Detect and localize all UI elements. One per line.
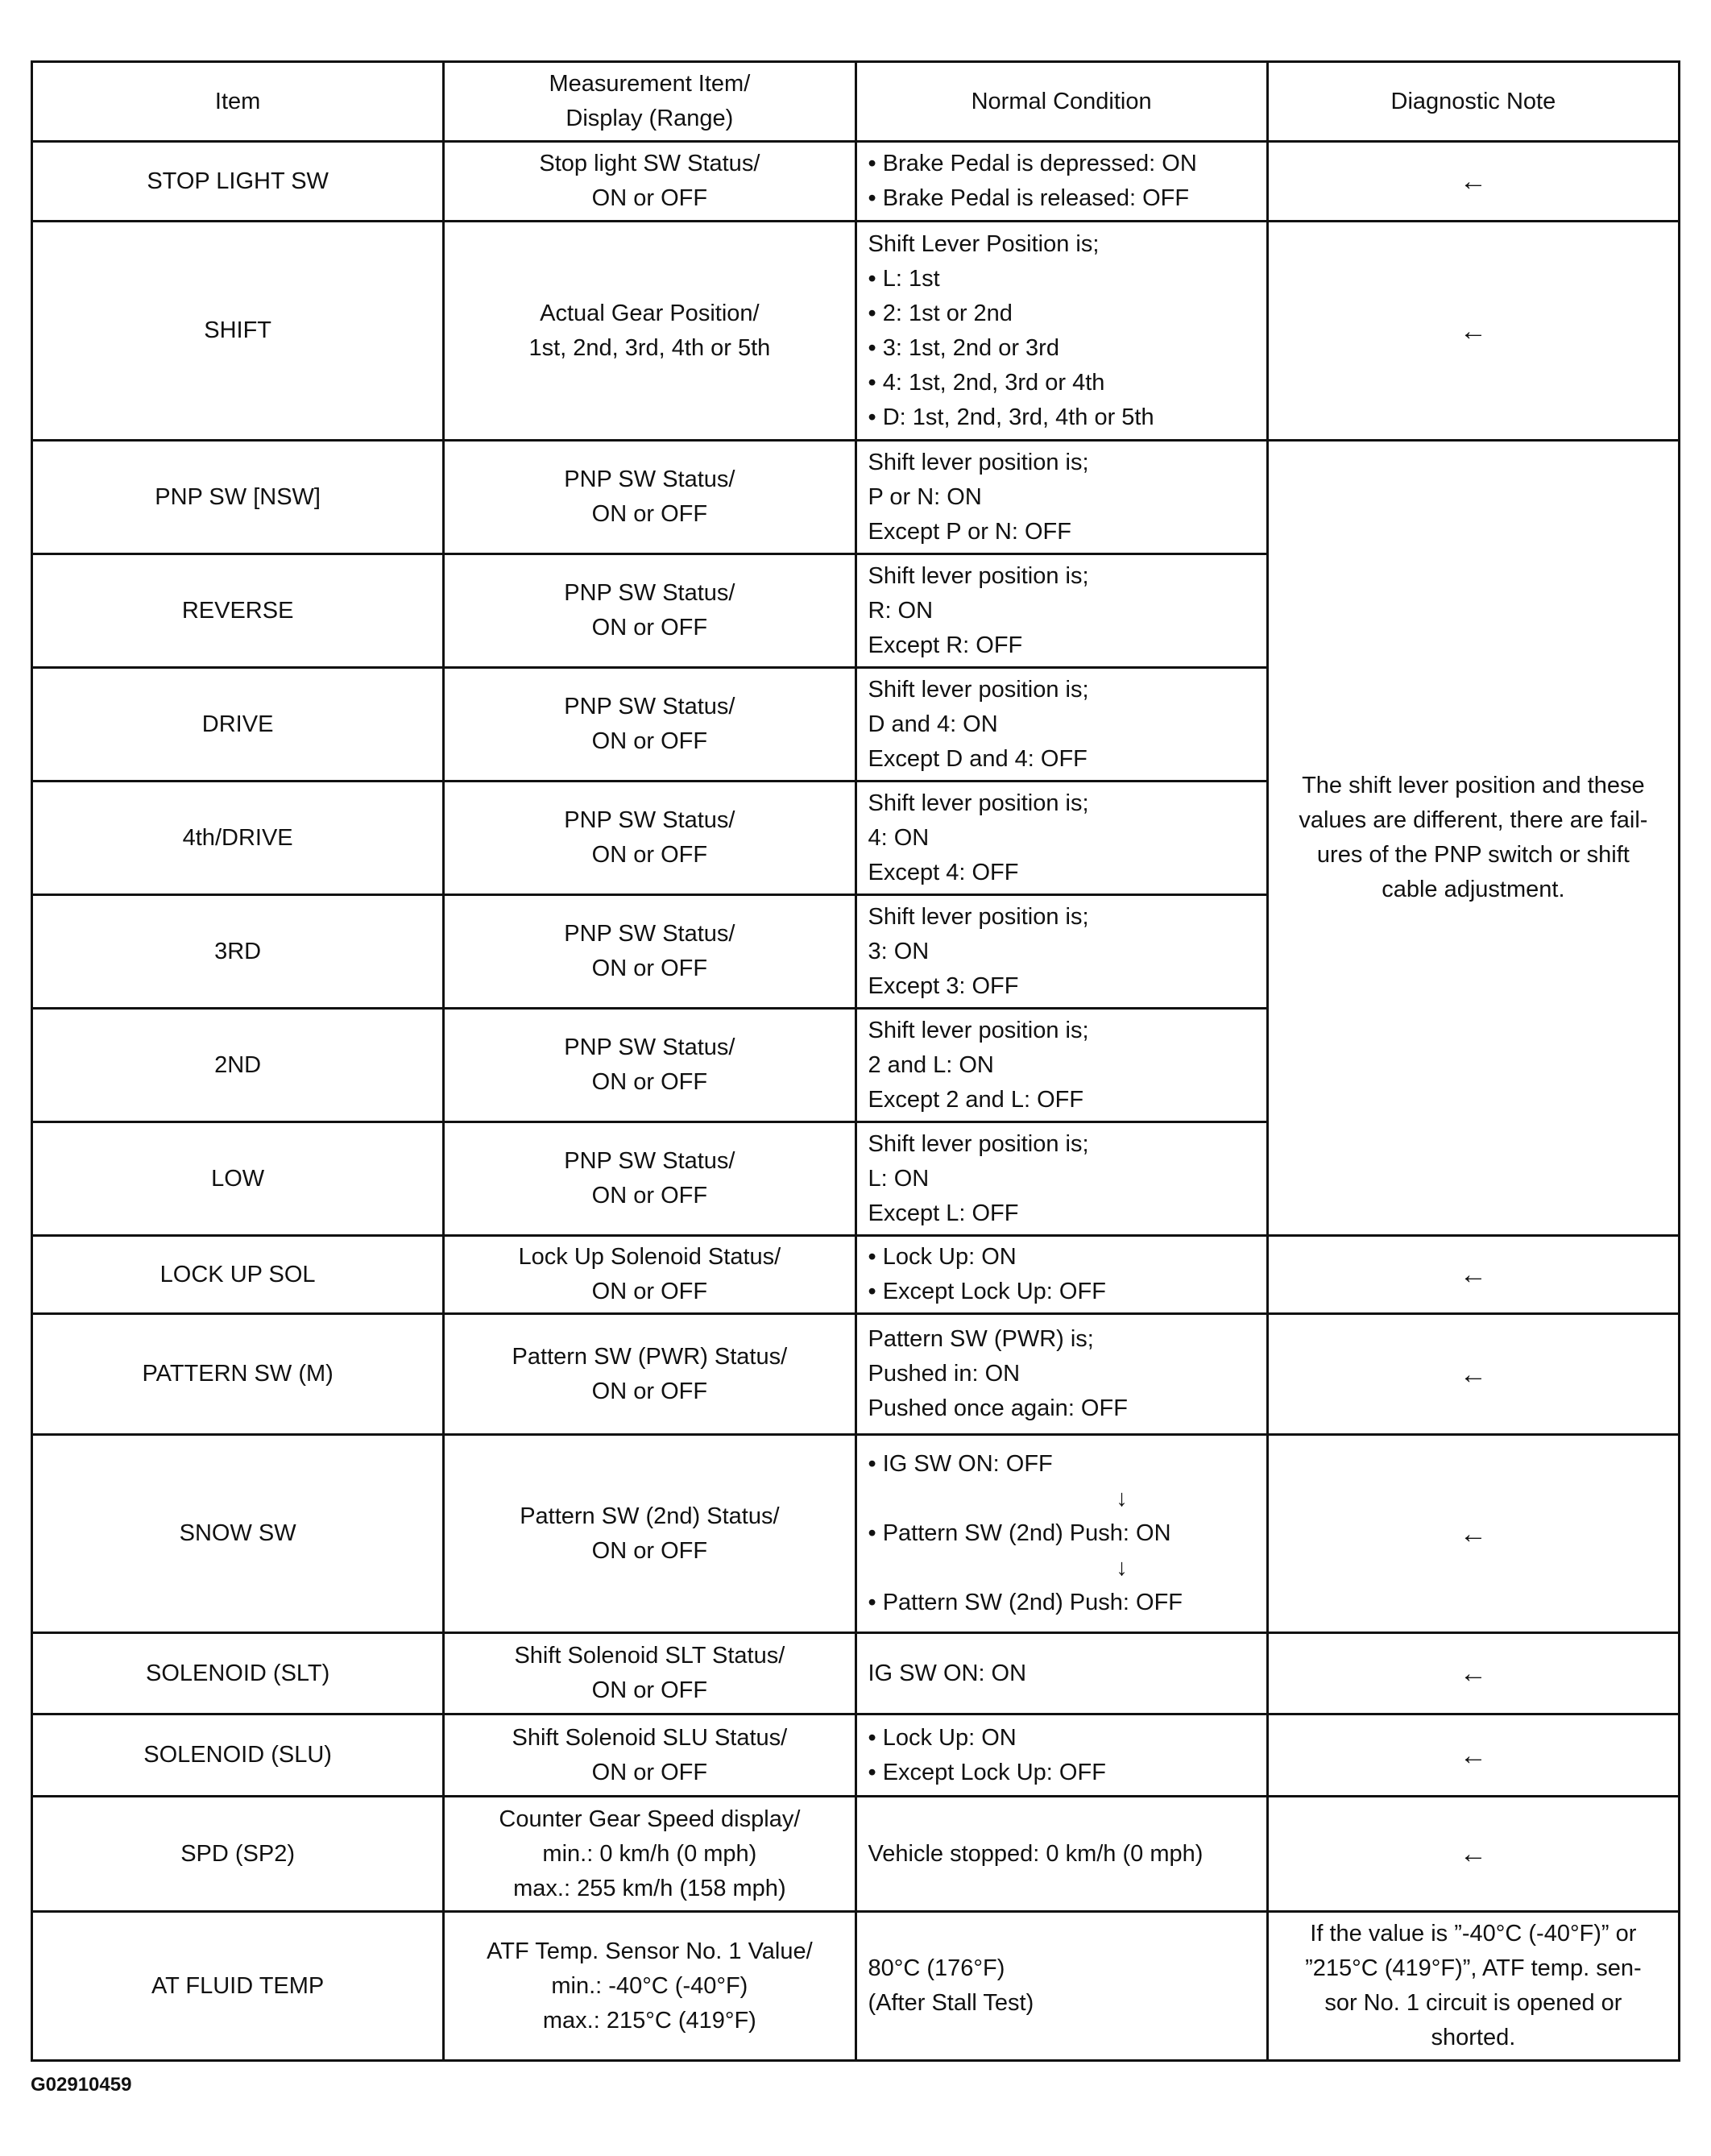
cell-line: The shift lever position and these [1302, 773, 1645, 798]
measurement-cell [444, 1122, 856, 1236]
measurement-cell [444, 222, 856, 441]
cell-line: Pushed once again: OFF [868, 1395, 1128, 1421]
item-cell: 3RD [32, 895, 444, 1009]
cell-line: PNP SW Status/ [564, 1034, 735, 1060]
cell-line: P or N: ON [868, 483, 982, 510]
table-row [32, 1714, 1680, 1797]
diagnostic-note-cell [1267, 1633, 1679, 1714]
cell-line: Shift Lever Position is; [868, 230, 1100, 257]
item-cell: PATTERN SW (M) [32, 1314, 444, 1435]
cell-line: Lock Up Solenoid Status/ [518, 1244, 781, 1270]
header-text: Item [214, 88, 261, 114]
header-text: Diagnostic Note [1390, 88, 1556, 114]
cell-line: 2 and L: ON [868, 1051, 994, 1078]
normal-condition-cell [856, 895, 1267, 1009]
cell-line: ATF Temp. Sensor No. 1 Value/ [487, 1938, 813, 1964]
down-arrow-icon: ↓ [1116, 1555, 1128, 1581]
cell-line: Shift lever position is; [868, 790, 1089, 816]
item-cell: SOLENOID (SLT) [32, 1633, 444, 1714]
cell-line: ures of the PNP switch or shift [1316, 842, 1630, 868]
measurement-cell [444, 668, 856, 782]
cell-line: Pushed in: ON [868, 1361, 1021, 1387]
cell-line: Except R: OFF [868, 632, 1023, 658]
measurement-cell [444, 441, 856, 554]
cell-line: • Brake Pedal is released: OFF [868, 185, 1190, 211]
cell-line: ON or OFF [591, 1759, 708, 1785]
table-row [32, 1912, 1680, 2061]
cell-line: 80°C (176°F) [868, 1955, 1005, 1981]
item-cell: PNP SW [NSW] [32, 441, 444, 554]
header-measurement [444, 62, 856, 142]
cell-line: values are different, there are fail- [1299, 807, 1648, 833]
cell-line: cable adjustment. [1382, 877, 1565, 902]
cell-line: • Lock Up: ON [868, 1244, 1017, 1270]
cell-line: ON or OFF [591, 615, 708, 641]
measurement-cell [444, 1236, 856, 1314]
cell-line: • Except Lock Up: OFF [868, 1759, 1106, 1785]
measurement-cell [444, 1314, 856, 1435]
normal-condition-cell [856, 1797, 1267, 1912]
normal-condition-cell [856, 554, 1267, 668]
cell-line: Except L: OFF [868, 1200, 1019, 1226]
table-row [32, 1236, 1680, 1314]
item-cell: SOLENOID (SLU) [32, 1714, 444, 1797]
cell-line: • IG SW ON: OFF [868, 1451, 1053, 1477]
diagnostic-note-cell [1267, 1714, 1679, 1797]
normal-condition-cell [856, 1236, 1267, 1314]
cell-line: PNP SW Status/ [564, 921, 735, 947]
table-row [32, 1435, 1680, 1633]
cell-line: PNP SW Status/ [564, 1148, 735, 1174]
measurement-cell [444, 554, 856, 668]
measurement-cell [444, 1435, 856, 1633]
header-row [32, 62, 1680, 142]
cell-line: PNP SW Status/ [564, 807, 735, 833]
normal-condition-cell [856, 222, 1267, 441]
item-cell: REVERSE [32, 554, 444, 668]
normal-condition-cell [856, 1009, 1267, 1122]
same-as-left-arrow-icon: ← [1459, 1358, 1487, 1390]
figure-id: G02910459 [31, 2074, 132, 2096]
measurement-cell [444, 1714, 856, 1797]
cell-line: Shift lever position is; [868, 449, 1089, 475]
cell-line: 4: ON [868, 824, 930, 851]
measurement-cell [444, 1912, 856, 2061]
measurement-cell [444, 142, 856, 222]
cell-line: ON or OFF [591, 842, 708, 868]
normal-condition-cell [856, 668, 1267, 782]
cell-line: L: ON [868, 1165, 930, 1192]
item-cell: LOCK UP SOL [32, 1236, 444, 1314]
same-as-left-arrow-icon: ← [1459, 315, 1487, 346]
cell-line: PNP SW Status/ [564, 694, 735, 719]
cell-line: Counter Gear Speed display/ [499, 1806, 801, 1832]
table-row [32, 1633, 1680, 1714]
cell-line: • Except Lock Up: OFF [868, 1279, 1106, 1304]
cell-line: ON or OFF [591, 1069, 708, 1095]
cell-line: ON or OFF [591, 956, 708, 981]
same-as-left-arrow-icon: ← [1459, 1518, 1487, 1549]
cell-line: ON or OFF [591, 1279, 708, 1304]
measurement-cell [444, 1009, 856, 1122]
normal-condition-cell [856, 1714, 1267, 1797]
header-text: Display (Range) [566, 106, 734, 131]
cell-line: Pattern SW (PWR) Status/ [512, 1343, 788, 1370]
diagnostic-note-cell [1267, 1435, 1679, 1633]
cell-line: Shift lever position is; [868, 676, 1089, 703]
cell-line: • Brake Pedal is depressed: ON [868, 151, 1197, 176]
cell-line: R: ON [868, 597, 934, 624]
cell-line: ON or OFF [591, 1378, 708, 1404]
cell-line: Except D and 4: OFF [868, 745, 1088, 772]
table-row [32, 222, 1680, 441]
cell-line: ”215°C (419°F)”, ATF temp. sen- [1305, 1955, 1642, 1981]
cell-line: Stop light SW Status/ [539, 151, 760, 176]
table-row [32, 441, 1680, 554]
diagnostic-note-cell [1267, 222, 1679, 441]
cell-line: Except 2 and L: OFF [868, 1086, 1084, 1113]
header-text: Measurement Item/ [549, 71, 751, 97]
cell-line: shorted. [1431, 2025, 1516, 2050]
cell-line: Actual Gear Position/ [540, 300, 760, 326]
cell-line: • Lock Up: ON [868, 1724, 1017, 1751]
item-cell: SNOW SW [32, 1435, 444, 1633]
diagnostic-note-cell [1267, 1912, 1679, 2061]
cell-line: Shift Solenoid SLT Status/ [514, 1643, 785, 1669]
header-diagnostic-note [1267, 62, 1679, 142]
same-as-left-arrow-icon: ← [1459, 1259, 1487, 1290]
header-text: Normal Condition [971, 88, 1152, 114]
cell-line: 1st, 2nd, 3rd, 4th or 5th [528, 334, 771, 361]
cell-line: ON or OFF [591, 501, 708, 527]
normal-condition-cell [856, 1435, 1267, 1633]
cell-line: Shift lever position is; [868, 1130, 1089, 1157]
table-row [32, 1797, 1680, 1912]
normal-condition-cell [856, 441, 1267, 554]
same-as-left-arrow-icon: ← [1459, 1839, 1487, 1869]
cell-line: ON or OFF [591, 1183, 708, 1209]
cell-line: Vehicle stopped: 0 km/h (0 mph) [868, 1840, 1204, 1867]
cell-line: D and 4: ON [868, 711, 998, 737]
measurement-cell [444, 782, 856, 895]
cell-line: min.: -40°C (-40°F) [551, 1972, 748, 1999]
cell-line: max.: 215°C (419°F) [542, 2007, 756, 2034]
cell-line: ON or OFF [591, 1537, 708, 1564]
cell-line: Shift lever position is; [868, 903, 1089, 930]
cell-line: Pattern SW (PWR) is; [868, 1326, 1094, 1352]
item-cell: 4th/DRIVE [32, 782, 444, 895]
cell-line: Shift lever position is; [868, 1017, 1089, 1043]
cell-line: PNP SW Status/ [564, 466, 735, 492]
normal-condition-cell [856, 782, 1267, 895]
measurement-cell [444, 1797, 856, 1912]
cell-line: • 2: 1st or 2nd [868, 300, 1013, 326]
cell-line: • Pattern SW (2nd) Push: ON [868, 1520, 1171, 1546]
cell-line: 3: ON [868, 938, 930, 964]
cell-line: Shift Solenoid SLU Status/ [512, 1724, 788, 1751]
item-cell: STOP LIGHT SW [32, 142, 444, 222]
cell-line: Except P or N: OFF [868, 518, 1071, 545]
cell-line: (After Stall Test) [868, 1990, 1034, 2016]
item-cell: DRIVE [32, 668, 444, 782]
diagnostic-note-cell [1267, 142, 1679, 222]
normal-condition-cell [856, 1314, 1267, 1435]
cell-line: sor No. 1 circuit is opened or [1324, 1990, 1622, 2016]
cell-line: ON or OFF [591, 728, 708, 754]
cell-line: • L: 1st [868, 265, 940, 292]
cell-line: Pattern SW (2nd) Status/ [520, 1503, 780, 1529]
table-row [32, 142, 1680, 222]
cell-line: max.: 255 km/h (158 mph) [513, 1875, 786, 1901]
normal-condition-cell [856, 1633, 1267, 1714]
measurement-cell [444, 1633, 856, 1714]
cell-line: PNP SW Status/ [564, 580, 735, 606]
cell-line: min.: 0 km/h (0 mph) [542, 1840, 757, 1867]
pnp-diagnostic-note-cell [1267, 441, 1679, 1236]
cell-line: • D: 1st, 2nd, 3rd, 4th or 5th [868, 404, 1154, 430]
item-cell: LOW [32, 1122, 444, 1236]
diagnostic-note-cell [1267, 1236, 1679, 1314]
header-item [32, 62, 444, 142]
cell-line: • 3: 1st, 2nd or 3rd [868, 334, 1059, 361]
cell-line: IG SW ON: ON [868, 1660, 1027, 1686]
cell-line: Shift lever position is; [868, 562, 1089, 589]
measurement-cell [444, 895, 856, 1009]
cell-line: If the value is ”-40°C (-40°F)” or [1310, 1921, 1637, 1947]
normal-condition-cell [856, 142, 1267, 222]
normal-condition-cell [856, 1122, 1267, 1236]
diagnostic-note-cell [1267, 1314, 1679, 1435]
cell-line: • Pattern SW (2nd) Push: OFF [868, 1590, 1183, 1615]
diagnostic-note-cell [1267, 1797, 1679, 1912]
cell-line: Except 3: OFF [868, 972, 1019, 999]
item-cell: SHIFT [32, 222, 444, 441]
item-cell: AT FLUID TEMP [32, 1912, 444, 2061]
same-as-left-arrow-icon: ← [1459, 166, 1487, 197]
data-list-table [31, 60, 1680, 2062]
cell-line: Except 4: OFF [868, 859, 1019, 885]
same-as-left-arrow-icon: ← [1459, 1658, 1487, 1689]
down-arrow-icon: ↓ [1116, 1486, 1128, 1511]
same-as-left-arrow-icon: ← [1459, 1739, 1487, 1771]
cell-line: • 4: 1st, 2nd, 3rd or 4th [868, 369, 1105, 396]
item-cell: SPD (SP2) [32, 1797, 444, 1912]
normal-condition-cell [856, 1912, 1267, 2061]
header-normal-condition [856, 62, 1267, 142]
cell-line: ON or OFF [591, 1677, 708, 1703]
table-row [32, 1314, 1680, 1435]
cell-line: ON or OFF [591, 185, 708, 211]
item-cell: 2ND [32, 1009, 444, 1122]
